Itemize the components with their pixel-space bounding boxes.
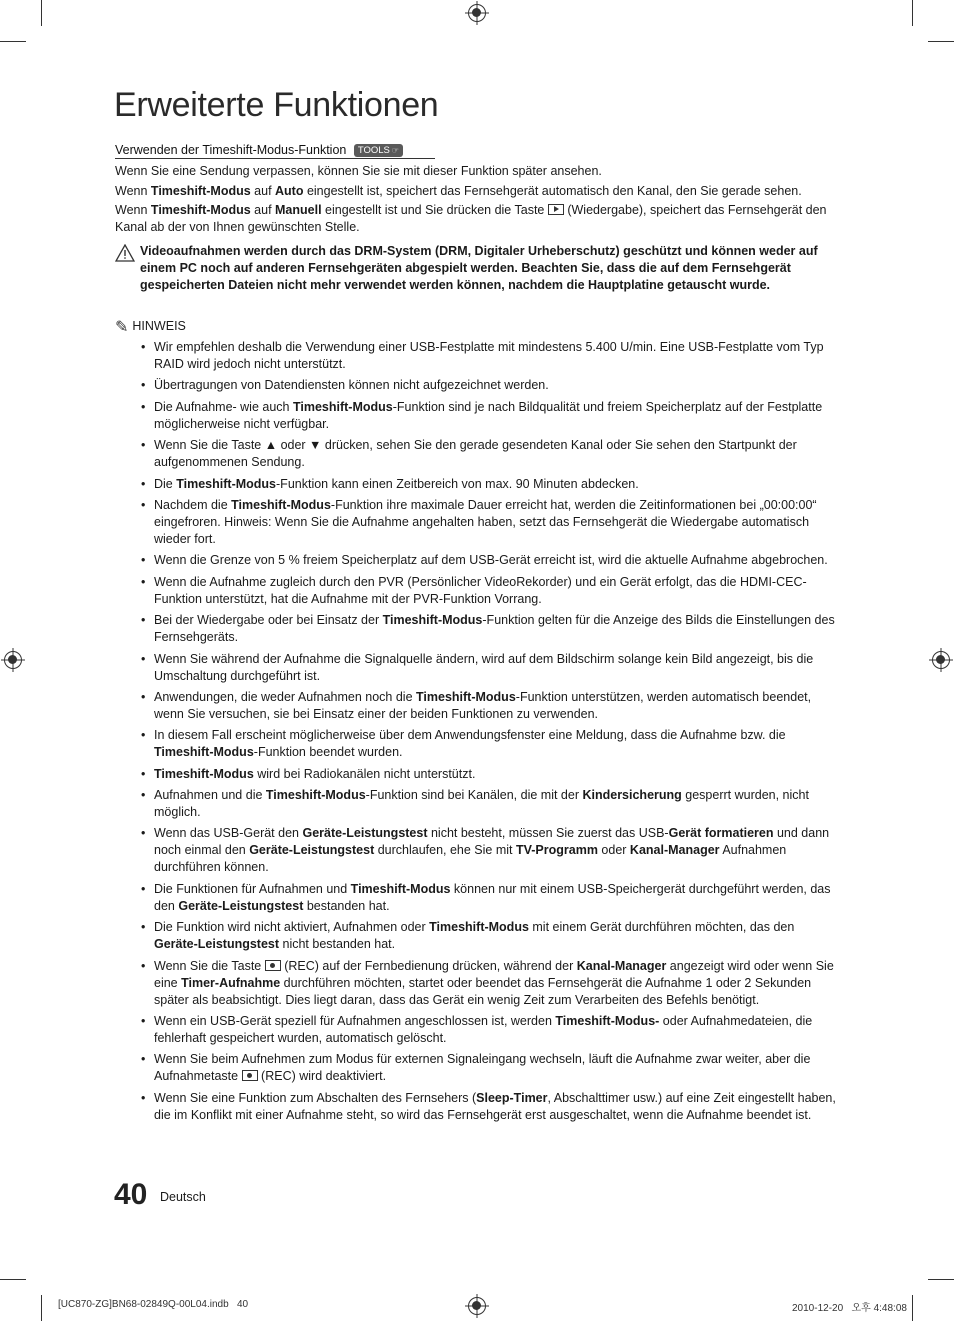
text-run: , Abschalttimer usw.) auf eine Zeit eingestellt haben, die im Konflikt mit einer Aufnahme steht, so wird das Fernsehgerät erst ausgeschaltet, wenn die Aufnahme beendet ist.	[154, 1090, 836, 1122]
text-run: Wenn Sie während der Aufnahme die Signalquelle ändern, wird auf dem Bildschirm solange kein Bild angezeigt, bis die Umschaltung durchgeführt ist.	[154, 651, 814, 683]
registration-mark-icon	[468, 4, 486, 22]
note-list-item	[140, 612, 840, 646]
bold-term: Kindersicherung	[582, 788, 682, 803]
text-run: Wenn Sie eine Sendung verpassen, können Sie sie mit dieser Funktion später ansehen.	[115, 164, 602, 178]
note-list-item	[140, 552, 840, 569]
bold-term: Timeshift-Modus-	[555, 1014, 660, 1029]
text-run: auf	[250, 203, 276, 217]
text-run: -Funktion unterstützen, werden automatisch beendet, wenn Sie versuchen, sie bei Einsatz einer der beiden Funktionen zu verwenden.	[154, 689, 812, 721]
text-run: Nachdem die	[154, 497, 232, 512]
text-run: In diesem Fall erscheint möglicherweise über dem Anwendungsfenster eine Meldung, dass die Aufnahme bzw. die	[154, 728, 786, 743]
text-run: oder	[597, 843, 630, 858]
bold-term: Timer-Aufnahme	[181, 975, 281, 990]
bold-term: Gerät formatieren	[668, 826, 774, 841]
bold-term: Sleep-Timer	[476, 1090, 548, 1105]
intro-paragraph	[115, 163, 835, 180]
note-list-item	[140, 881, 840, 915]
text-run: durchlaufen, ehe Sie mit	[374, 843, 516, 858]
text-run: (Wiedergabe), speichert das Fernsehgerät den Kanal ab der von Ihnen gewünschten Stelle.	[115, 203, 827, 234]
note-header	[115, 317, 186, 337]
bold-term: Geräte-Leistungstest	[178, 898, 304, 913]
text-run: Übertragungen von Datendiensten können nicht aufgezeichnet werden.	[154, 378, 549, 393]
record-button-icon	[242, 1070, 258, 1081]
text-run: Wenn das USB-Gerät den	[154, 826, 303, 841]
bold-term: Timeshift-Modus	[265, 788, 366, 803]
registration-mark-icon	[4, 651, 22, 669]
note-list-item	[140, 339, 840, 373]
bold-term: Geräte-Leistungstest	[249, 843, 375, 858]
tools-badge: TOOLS ☞	[354, 144, 403, 157]
text-run: -Funktion sind bei Kanälen, die mit der	[365, 788, 583, 803]
note-list-item	[140, 787, 840, 821]
crop-mark	[912, 1295, 913, 1321]
note-list-item	[140, 476, 840, 493]
note-label: HINWEIS	[132, 319, 186, 333]
pencil-note-icon: ✎	[115, 319, 129, 336]
bold-term: Geräte-Leistungstest	[302, 826, 428, 841]
text-run: angezeigt wird oder wenn Sie eine	[154, 958, 834, 990]
bold-term: Timeshift-Modus	[416, 689, 516, 704]
bold-term: Geräte-Leistungstest	[154, 937, 280, 952]
text-run: gesperrt wurden, nicht möglich.	[154, 788, 809, 820]
note-list-item	[140, 727, 840, 761]
crop-mark	[41, 1295, 42, 1321]
text-run: wird bei Radiokanälen nicht unterstützt.	[253, 766, 476, 781]
warning-icon	[115, 244, 135, 262]
text-run: eingestellt ist und Sie drücken die Taste	[321, 203, 548, 217]
text-run: (REC) wird deaktiviert.	[257, 1069, 387, 1084]
text-run: Wenn	[115, 184, 151, 198]
text-run: Die	[154, 476, 177, 491]
text-run: -Funktion sind je nach Bildqualität und freiem Speicherplatz auf der Festplatte möglicherweise nicht verfügbar.	[154, 399, 823, 431]
text-run: oder Aufnahmedateien, die fehlerhaft gespeichert wurden, automatisch gelöscht.	[154, 1014, 813, 1046]
text-run: und dann noch einmal den	[154, 826, 830, 858]
text-run: Wenn Sie beim Aufnehmen zum Modus für externen Signaleingang wechseln, läuft die Aufnahme zwar weiter, aber die Aufnahmetaste	[154, 1052, 811, 1084]
note-list-item	[140, 497, 840, 548]
page-title: Erweiterte Funktionen	[114, 86, 439, 124]
bold-term: Timeshift-Modus	[150, 203, 251, 217]
section-heading-text: Verwenden der Timeshift-Modus-Funktion	[115, 143, 347, 157]
intro-paragraph	[115, 183, 835, 200]
crop-mark	[928, 1279, 954, 1280]
warning-block	[115, 243, 835, 294]
warning-text: Videoaufnahmen werden durch das DRM-System (DRM, Digitaler Urheberschutz) geschützt und können weder auf einem PC noch auf anderen Fernsehgeräten abgespielt werden. Beachten Sie, dass die auf dem Fernsehgerät gespeicherten Dateien nicht mehr verwendet werden können, nachdem die Hauptplatine getauscht wurde.	[140, 244, 818, 292]
bold-term: Manuell	[275, 203, 322, 217]
bold-term: Kanal-Manager	[629, 843, 720, 858]
bold-term: Auto	[275, 184, 304, 198]
text-run: nicht besteht, müssen Sie zuerst das USB-	[427, 826, 669, 841]
crop-mark	[0, 41, 26, 42]
text-run: Die Aufnahme- wie auch	[154, 399, 293, 414]
text-run: Aufnahmen und die	[154, 788, 266, 803]
text-run: eingestellt ist, speichert das Fernsehgerät automatisch den Kanal, den Sie gerade sehen.	[303, 184, 802, 198]
note-list-item	[140, 919, 840, 953]
record-button-icon	[265, 960, 281, 971]
note-list-item	[140, 1051, 840, 1085]
text-run: -Funktion gelten für die Anzeige des Bilds die Einstellungen des Fernsehgeräts.	[154, 613, 835, 645]
note-list-item	[140, 651, 840, 685]
text-run: bestanden hat.	[303, 898, 390, 913]
text-run: Bei der Wiedergabe oder bei Einsatz der	[154, 613, 383, 628]
note-list-item	[140, 958, 840, 1009]
note-list-item	[140, 1013, 840, 1047]
text-run: (REC) auf der Fernbedienung drücken, während der	[280, 958, 577, 973]
registration-mark-icon	[468, 1297, 486, 1315]
crop-mark	[41, 0, 42, 26]
crop-mark	[928, 41, 954, 42]
text-run: durchführen möchten, startet oder beendet das Fernsehgerät die Aufnahme 1 oder 2 Sekunden später als beabsichtigt. Dies liegt daran, dass das Gerät ein wenig Zeit zum Verarbeiten des Befehls benötigt.	[154, 975, 812, 1007]
print-file-name: [UC870-ZG]BN68-02849Q-00L04.indb 40	[58, 1299, 249, 1310]
print-timestamp: 2010-12-20 오후 4:48:08	[792, 1303, 907, 1314]
text-run: mit einem Gerät durchführen möchten, das den	[528, 920, 795, 935]
text-run: Wenn die Grenze von 5 % freiem Speicherplatz auf dem USB-Gerät erreicht ist, wird die aktuelle Aufnahme abgebrochen.	[154, 553, 828, 568]
note-list-item	[140, 437, 840, 471]
note-list-item	[140, 1090, 840, 1124]
note-list	[140, 339, 840, 1128]
bold-term: TV-Programm	[515, 843, 598, 858]
text-run: Aufnahmen durchführen können.	[154, 843, 787, 875]
text-run: Wir empfehlen deshalb die Verwendung einer USB-Festplatte mit mindestens 5.400 U/min. Eine USB-Festplatte vom Typ RAID wird jedoch nicht unterstützt.	[154, 340, 824, 371]
text-run: Wenn	[115, 203, 151, 217]
play-button-icon	[548, 204, 564, 215]
registration-mark-icon	[932, 651, 950, 669]
bold-term: Timeshift-Modus	[350, 881, 451, 896]
bold-term: Timeshift-Modus	[176, 476, 277, 491]
text-run: Wenn Sie die Taste ▲ oder ▼ drücken, sehen Sie den gerade gesendeten Kanal oder Sie sehen den Startpunkt der aufgenommenen Sendung.	[154, 438, 797, 470]
bold-term: Timeshift-Modus	[429, 920, 529, 935]
text-run: Wenn Sie eine Funktion zum Abschalten des Fernsehers (	[154, 1090, 477, 1105]
bold-term: Timeshift-Modus	[154, 745, 254, 760]
text-run: -Funktion beendet wurden.	[253, 745, 403, 760]
text-run: Wenn Sie die Taste	[154, 958, 265, 973]
note-list-item	[140, 825, 840, 876]
language-label: Deutsch	[160, 1190, 206, 1204]
bold-term: Timeshift-Modus	[292, 399, 393, 414]
text-run: Die Funktionen für Aufnahmen und	[154, 881, 351, 896]
intro-paragraph	[115, 202, 835, 236]
note-list-item	[140, 574, 840, 608]
note-list-item	[140, 766, 840, 783]
text-run: Anwendungen, die weder Aufnahmen noch die	[154, 689, 416, 704]
note-list-item	[140, 377, 840, 394]
page-number: 40	[114, 1178, 148, 1211]
text-run: Wenn ein USB-Gerät speziell für Aufnahmen angeschlossen ist, werden	[154, 1014, 556, 1029]
crop-mark	[912, 0, 913, 26]
tools-hand-icon: ☞	[391, 146, 400, 155]
text-run: Wenn die Aufnahme zugleich durch den PVR (Persönlicher VideoRekorder) und ein Gerät erfolgt, das die HDMI-CEC-Funktion unterstützt, hat die Aufnahme mit der PVR-Funktion Vorrang.	[154, 574, 807, 606]
bold-term: Timeshift-Modus	[231, 497, 331, 512]
text-run: nicht bestanden hat.	[279, 937, 396, 952]
section-heading	[115, 143, 435, 159]
note-list-item	[140, 399, 840, 433]
text-run: -Funktion ihre maximale Dauer erreicht hat, werden die Zeitinformationen bei „00:00:00“ eingefroren. Hinweis: Wenn Sie die Aufnahme angehalten haben, setzt das Fernsehgerät die Wiedergabe automatisch wieder fort.	[154, 497, 817, 546]
crop-mark	[0, 1279, 26, 1280]
text-run: auf	[250, 184, 276, 198]
text-run: Die Funktion wird nicht aktiviert, Aufnahmen oder	[154, 920, 430, 935]
bold-term: Timeshift-Modus	[382, 613, 483, 628]
bold-term: Timeshift-Modus	[150, 184, 251, 198]
text-run: können nur mit einem USB-Speichergerät durchgeführt werden, das den	[154, 881, 831, 913]
bold-term: Timeshift-Modus	[154, 766, 254, 781]
note-list-item	[140, 689, 840, 723]
text-run: -Funktion kann einen Zeitbereich von max. 90 Minuten abdecken.	[276, 476, 639, 491]
bold-term: Kanal-Manager	[576, 958, 667, 973]
